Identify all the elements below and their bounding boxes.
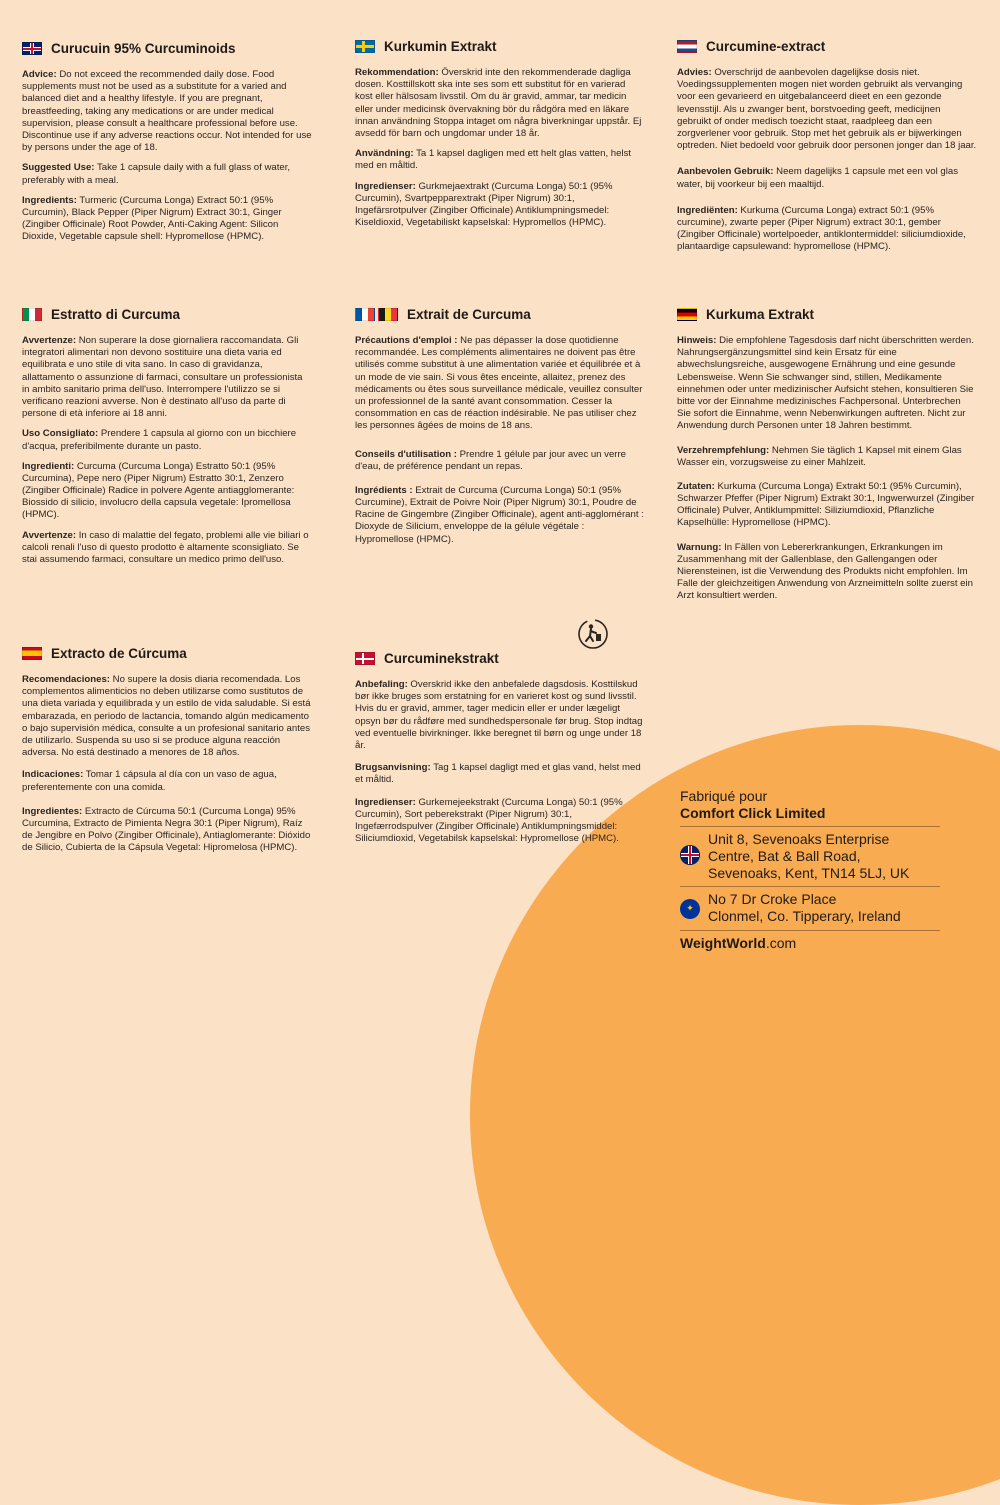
advice-paragraph [355,679,645,752]
ingredients-paragraph [677,481,977,530]
eu-address-line: Clonmel, Co. Tipperary, Ireland [708,908,901,925]
section-french [355,306,645,554]
warning-paragraph [677,542,977,603]
advice-label: Précautions d'emploi : [355,335,458,347]
uk-address-line: Unit 8, Sevenoaks Enterprise [708,831,890,848]
website [680,930,940,952]
ingredients-paragraph [22,195,312,244]
suggested-use-text: Prendre 1 gélule par jour avec un verre d'eau, de préférence pendant un repas. [355,448,627,472]
suggested-use-paragraph [22,428,312,452]
suggested-use-label: Aanbevolen Gebruik: [677,166,774,178]
suggested-use-paragraph [677,166,977,190]
flag-pair [355,308,398,321]
suggested-use-label: Uso Consigliato: [22,428,99,440]
ingredients-text: Kurkuma (Curcuma Longa) extract 50:1 (95% curcumine), zwarte peper (Piper Nigrum) extract 30:1, gember (Zingiber Officinale) wortelpoeder, antiklontermiddel: siliciumdioxide, plantaardige capsulewand: hypromellose (HPMC). [677,204,966,253]
section-dutch-header [677,38,977,55]
netherlands-flag-icon [677,40,697,53]
section-french-header [355,306,645,323]
advice-text: Ne pas dépasser la dose quotidienne recommandée. Les compléments alimentaires ne doivent pas être utilisés comme substitut à une alimentation variée et équilibrée et à un mode de vie sain. Si vous êtes enceinte, allaitez, prenez des médicaments ou êtes sous surveillance médicale, veuillez consulter un professionnel de la santé avant consommation. Cesser la consommation en cas de réaction indésirable. Ne pas utiliser chez les personnes âgées de moins de 18 ans. [355,335,643,432]
advice-paragraph [355,335,645,432]
suggested-use-label: Indicaciones: [22,769,84,781]
suggested-use-paragraph [22,769,312,793]
section-german-title: Kurkuma Extrakt [706,307,815,322]
belgium-flag-icon [378,308,398,321]
section-italian-header [22,306,312,323]
suggested-use-paragraph [355,148,645,172]
section-spanish-header [22,645,312,662]
eu-address [708,891,901,925]
advice-paragraph [22,69,312,154]
section-swedish [355,38,645,237]
suggested-use-text: Nehmen Sie täglich 1 Kapsel mit einem Glas Wasser ein, vorzugsweise zu einer Mahlzeit. [677,444,962,468]
warning-label: Avvertenze: [22,529,77,541]
manufacturer-intro [680,788,940,822]
eu-flag-icon: ✦ [680,899,700,919]
advice-paragraph [22,335,312,420]
advice-label: Advice: [22,69,57,81]
advice-paragraph [22,674,312,759]
ingredients-paragraph [355,485,645,546]
suggested-use-text: Tomar 1 cápsula al día con un vaso de agua, preferentemente con una comida. [22,769,277,793]
ingredients-label: Ingredienti: [22,460,75,472]
eu-flag-icon-cell [680,898,700,919]
section-swedish-header [355,38,645,55]
uk-flag-icon [22,42,42,55]
section-german [677,306,977,610]
section-english [22,40,312,251]
section-dutch [677,38,977,261]
germany-flag-icon [677,308,697,321]
website-brand: WeightWorld [680,934,766,951]
france-flag-icon [355,308,375,321]
ingredients-paragraph [22,806,312,855]
ingredients-label: Zutaten: [677,480,715,492]
eu-address-row [680,886,940,929]
tidyman-recycle-icon [577,618,609,650]
ingredients-text: Curcuma (Curcuma Longa) Estratto 50:1 (95% Curcumina), Pepe nero (Piper Nigrum) Estratto 30:1, Zenzero (Zingiber Officinale) Radice in polvere Agente antiagglomerante: Biossido di silicio, involucro della capsula vegetale: Ipromellosa (HPMC). [22,460,295,521]
section-spanish-title: Extracto de Cúrcuma [51,646,187,661]
suggested-use-label: Verzehrempfehlung: [677,444,770,456]
eu-address-line: No 7 Dr Croke Place [708,891,837,908]
suggested-use-paragraph [355,449,645,473]
company-name: Comfort Click Limited [680,805,826,822]
advice-paragraph [355,67,645,140]
advice-paragraph [677,67,977,152]
ingredients-label: Ingredientes: [22,805,83,817]
advice-paragraph [677,335,977,432]
ingredients-label: Ingredients: [22,194,77,206]
section-danish-header [355,650,645,667]
website-domain: .com [765,934,797,951]
warning-text: In caso di malattie del fegato, problemi alle vie biliari o calcoli renali l'uso di questo prodotto è altamente sconsigliato. Se stai assumendo farmaci, consultare un medico primo dell'uso. [22,529,309,565]
ingredients-text: Kurkuma (Curcuma Longa) Extrakt 50:1 (95% Curcumin), Schwarzer Pfeffer (Piper Nigrum) Extrakt 30:1, Ingwerwurzel (Zingiber Officinale) Pulver, Antiklumpmittel: Siliziumdioxid, Pflanzliche Kapselhülle: Hypromellose (HPMC). [677,480,975,529]
suggested-use-paragraph [22,162,312,186]
manufacturer-block [680,788,940,952]
section-italian [22,306,312,574]
italy-flag-icon [22,308,42,321]
warning-label: Warnung: [677,541,722,553]
section-french-title: Extrait de Curcuma [407,307,531,322]
suggested-use-text: Ta 1 kapsel dagligen med ett helt glas vatten, helst med en måltid. [355,148,632,172]
advice-text: Do not exceed the recommended daily dose. Food supplements must not be used as a substitute for a varied and balanced diet and a healthy lifestyle. If you are pregnant, breastfeeding, taking any medications or are under medical supervision, please consult a healthcare professional before use. Discontinue use if any adverse reactions occur. Not intended for use by persons under the age of 18. [22,69,312,154]
advice-label: Avvertenze: [22,335,77,347]
advice-text: No supere la dosis diaria recomendada. Los complementos alimenticios no deben utilizarse como sustitutos de una dieta variada y equilibrada y un estilo de vida saludable. Si está embarazada, en periodo de lactancia, tomando algún medicamento o bajo supervisión médica, consulte a un profesional sanitario antes de utilizarlo. Suspenda su uso si se produce alguna reacción adversa. No está destinado a menores de 18 años. [22,674,311,759]
uk-address-line: Sevenoaks, Kent, TN14 5LJ, UK [708,865,910,882]
ingredients-paragraph [355,797,645,846]
advice-text: Överskrid inte den rekommenderade dagliga dosen. Kosttillskott ska inte ses som ett substitut för en varierad kost eller hälsosam livsstil. Om du är gravid, ammar, tar medicin eller under medicinsk övervakning bör du rådgöra med en läkare innan användning Stoppa intaget om några biverkningar uppstår. Ej avsedd för barn och ungdomar under 18 år. [355,67,642,139]
advice-text: Non superare la dose giornaliera raccomandata. Gli integratori alimentari non devono sostituire una dieta varia ed equilibrata e uno stile di vita sano. In caso di gravidanza, allattamento o assunzione di farmaci, consultare un professionista in ambito sanitario prima dell'uso. Interrompere l'utilizzo se si verificano reazioni avverse. Non è destinato all'uso da parte di persone di età inferiore ai 18 anni. [22,335,303,420]
suggested-use-label: Conseils d'utilisation : [355,448,457,460]
suggested-use-label: Användning: [355,148,414,160]
advice-label: Rekommendation: [355,67,439,79]
ingredients-paragraph [22,461,312,522]
spain-flag-icon [22,647,42,660]
section-swedish-title: Kurkumin Extrakt [384,39,497,54]
suggested-use-text: Take 1 capsule daily with a full glass of water, preferably with a meal. [22,162,291,186]
ingredients-label: Ingrédients : [355,484,413,496]
section-danish [355,650,645,853]
uk-flag-icon [680,845,700,865]
section-spanish [22,645,312,862]
denmark-flag-icon [355,652,375,665]
uk-address-row [680,826,940,886]
sweden-flag-icon [355,40,375,53]
section-english-title: Curucuin 95% Curcuminoids [51,41,236,56]
advice-label: Advies: [677,67,712,79]
uk-address-line: Centre, Bat & Ball Road, [708,848,861,865]
suggested-use-text: Tag 1 kapsel dagligt med et glas vand, helst med et måltid. [355,762,641,786]
advice-text: Overskrid ikke den anbefalede dagsdosis. Kosttilskud bør ikke bruges som erstatning for en varieret kost og sund livsstil. Hvis du er gravid, ammer, tager medicin eller er under lægeligt opsyn bør du rådføre med sundhedspersonale før brug. Stop indtag ved eventuelle bivirkninger. Ikke beregnet til børn og unge under 18 år. [355,679,643,751]
suggested-use-text: Prendere 1 capsula al giorno con un bicchiere d'acqua, preferibilmente durante un pasto. [22,428,297,452]
section-english-header [22,40,312,57]
ingredients-text: Turmeric (Curcuma Longa) Extract 50:1 (95% Curcumin), Black Pepper (Piper Nigrum) Extract 30:1, Ginger (Zingiber Officinale) Root Powder, Anti-Caking Agent: Silicon Dioxide, Vegetable capsule shell: Hypromellose (HPMC). [22,194,282,243]
suggested-use-label: Brugsanvisning: [355,762,431,774]
ingredients-text: Gurkmejaextrakt (Curcuma Longa) 50:1 (95% Curcumin), Svartpepparextrakt (Piper Nigrum) 30:1, Ingefärsrotpulver (Zingiber Officinale) Antiklumpningsmedel: Kiseldioxid, Vegetabiliskt kapselskal: Hypromellos (HPMC). [355,180,613,229]
made-for-label: Fabriqué pour [680,788,768,804]
advice-text: Die empfohlene Tagesdosis darf nicht überschritten werden. Nahrungsergänzungsmittel sind kein Ersatz für eine abwechslungsreiche, ausgewogene Ernährung und eine gesunde Lebensweise. Wenn Sie schwanger sind, stillen, Medikamente einnehmen oder unter medizinischer Aufsicht stehen, konsultieren Sie bitte vor der Einnahme medizinisches Fachpersonal. Unterbrechen Sie sofort die Einnahme, wenn Nebenwirkungen auftreten. Nicht zur Anwendung durch Personen unter 18 Jahren bestimmt. [677,335,974,432]
uk-flag-icon-cell [680,845,700,869]
advice-label: Hinweis: [677,335,717,347]
ingredients-paragraph [355,181,645,230]
ingredients-label: Ingredienser: [355,180,416,192]
section-dutch-title: Curcumine-extract [706,39,826,54]
suggested-use-label: Suggested Use: [22,162,95,174]
warning-text: In Fällen von Lebererkrankungen, Erkrankungen im Zusammenhang mit der Gallenblase, den Gallengangen oder Nierensteinen, ist die Verwendung des Produkts nicht empfohlen. Im Falle der gleichzeitigen Anwendung von Arzneimitteln sollte zuerst ein Arzt konsultiert werden. [677,541,973,602]
advice-text: Overschrijd de aanbevolen dagelijkse dosis niet. Voedingssupplementen mogen niet worden gebruikt als vervanging voor een gevarieerd en uitgebalanceerd dieet en een gezonde levensstijl. Als u zwanger bent, borstvoeding geeft, medicijnen gebruikt of onder medisch toezicht staat, raadpleeg dan een zorgverlener voor gebruik. Stop met het gebruik als er bijwerkingen optreden. Niet bedoeld voor gebruik door personen jonger dan 18 jaar. [677,67,977,152]
ingredients-label: Ingredienser: [355,796,416,808]
ingredients-text: Extrait de Curcuma (Curcuma Longa) 50:1 (95% Curcumine), Extrait de Poivre Noir (Piper Nigrum) 30:1, Poudre de Racine de Gingembre (Zingiber Officinale), agent anti-agglomérant : Dioxyde de Silicium, enveloppe de la gélule végétale : Hypromellose (HPMC). [355,484,644,545]
suggested-use-paragraph [677,445,977,469]
uk-address [708,831,909,882]
suggested-use-paragraph [355,762,645,786]
section-danish-title: Curcuminekstrakt [384,651,499,666]
suggested-use-text: Neem dagelijks 1 capsule met een vol glas water, bij voorkeur bij een maaltijd. [677,166,959,190]
section-german-header [677,306,977,323]
ingredients-paragraph [677,205,977,254]
ingredients-text: Gurkemejeekstrakt (Curcuma Longa) 50:1 (95% Curcumin), Sort peberekstrakt (Piper Nigrum) 30:1, Ingefærrodspulver (Zingiber Officinale) Antiklumpningsmiddel: Siliciumdioxid, Vegetabilsk kapselskal: Hypromellose (HPMC). [355,796,623,845]
advice-label: Recomendaciones: [22,674,110,686]
section-italian-title: Estratto di Curcuma [51,307,181,322]
ingredients-label: Ingrediënten: [677,204,738,216]
advice-label: Anbefaling: [355,679,408,691]
ingredients-text: Extracto de Cúrcuma 50:1 (Curcuma Longa) 95% Curcumina, Extracto de Pimienta Negra 30:1 (Piper Nigrum), Raíz de Jengibre en Polvo (Zingiber Officinale), Antiaglomerante: Dióxido de Silicio, Cubierta de la Cápsula Vegetal: Hipromelosa (HPMC). [22,805,311,854]
warning-paragraph [22,530,312,567]
